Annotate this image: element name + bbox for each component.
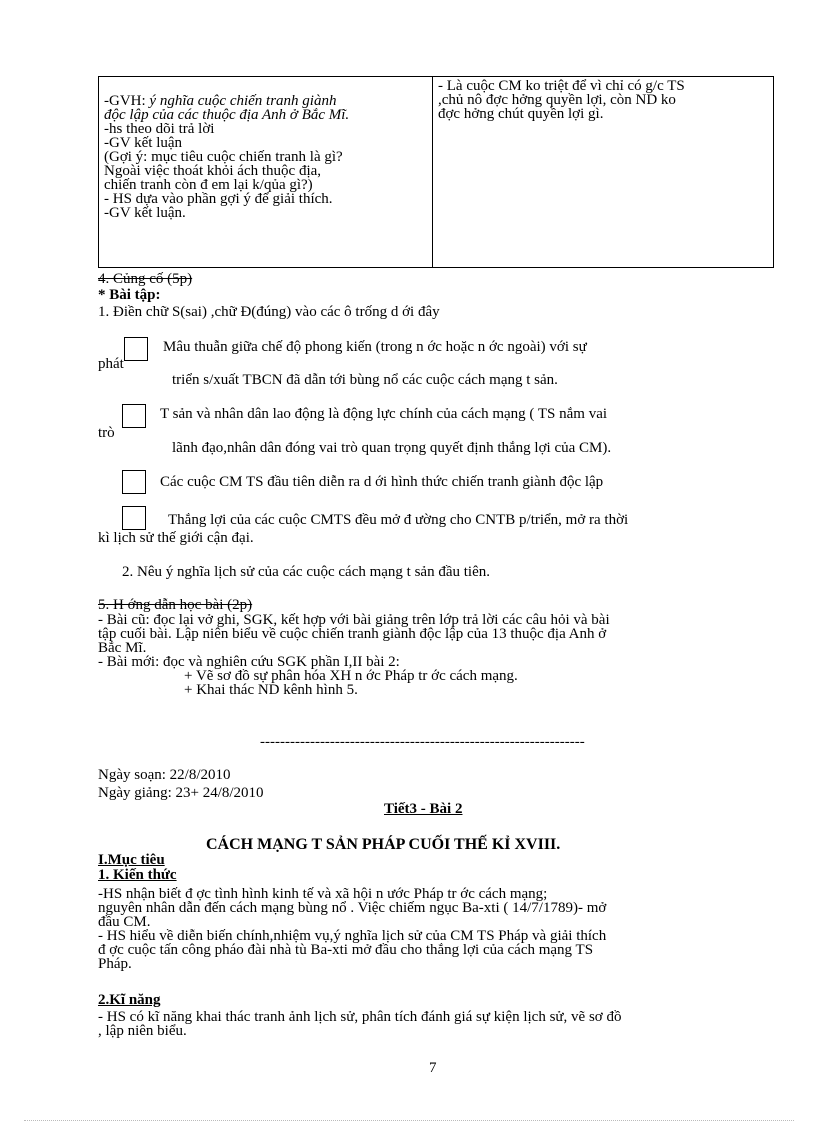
statement-3-line1: Các cuộc CM TS đầu tiên diễn ra d ới hình thức chiến tranh giành độc lập: [160, 474, 604, 490]
answer-checkbox-1[interactable]: [124, 337, 148, 361]
activity-text: -GVH:: [104, 93, 150, 109]
lesson-table: [98, 76, 774, 268]
activity-text: -hs theo dõi trả lời: [104, 121, 215, 137]
statement-1-line2: triển s/xuất TBCN đã dẫn tới bùng nổ các cuộc cách mạng t sản.: [172, 372, 558, 388]
activity-line: [104, 122, 427, 136]
skills-block: - HS có kĩ năng khai thác tranh ảnh lịch sử, phân tích đánh giá sự kiện lịch sử, vẽ sơ đồ , lập niên biểu.: [98, 1009, 622, 1039]
statement-4-line1: Thắng lợi của các cuộc CMTS đều mở đ ường cho CNTB p/triển, mở ra thời: [168, 512, 629, 528]
activity-text: - HS dựa vào phần gợi ý để giải thích.: [104, 191, 333, 207]
content-line: đợc hởng chút quyền lợi gì.: [438, 106, 604, 122]
page-bottom-divider: [24, 1120, 794, 1121]
activity-text: -GV kết luận.: [104, 205, 186, 221]
section4-heading: 4. Củng cố (5p): [98, 271, 193, 287]
statement-1-prefix: phát: [98, 356, 124, 372]
activity-line: [104, 150, 427, 164]
homework-block: - Bài cũ: đọc lại vở ghi, SGK, kết hợp với bài giảng trên lớp trả lời các câu hỏi và bài tập cuối bài. Lập niên biểu về cuộc chiến tranh giành độc lập của 13 thuộc địa Anh ở Bắc Mĩ. - Bài mới: đọc và nghiên cứu SGK phần I,II bài 2: + Vẽ sơ đồ sự phân hóa XH n ớc Pháp tr ớc cách mạng. + Khai thác ND kênh hình 5.: [98, 612, 610, 698]
activity-line: [104, 192, 427, 206]
lesson-title: CÁCH MẠNG T SẢN PHÁP CUỐI THẾ KỈ XVIII.: [206, 836, 561, 853]
activity-text: Ngoài việc thoát khỏi ách thuộc địa,: [104, 163, 322, 179]
page-number: 7: [429, 1060, 437, 1076]
activity-line: [104, 206, 427, 220]
separator-line: -----------------------------------------------------------------: [260, 734, 585, 750]
activity-text: (Gợi ý: mục tiêu cuộc chiến tranh là gì?: [104, 149, 343, 165]
prep-date: Ngày soạn: 22/8/2010: [98, 767, 231, 783]
content-line: ,chủ nô đợc hởng quyền lợi, còn ND ko: [438, 92, 676, 108]
answer-checkbox-3[interactable]: [122, 470, 146, 494]
skills-heading: 2.Kĩ năng: [98, 992, 161, 1008]
exercise-question-1: 1. Điền chữ S(sai) ,chữ Đ(đúng) vào các ô trống d ới đây: [98, 304, 440, 320]
activity-line: [104, 136, 427, 150]
lesson-number: Tiết3 - Bài 2: [384, 801, 463, 817]
statement-2-prefix: trò: [98, 425, 115, 441]
activity-cell: [99, 77, 433, 268]
exercise-label: * Bài tập:: [98, 287, 161, 303]
exercise-question-2: 2. Nêu ý nghĩa lịch sử của các cuộc cách mạng t sản đầu tiên.: [122, 564, 490, 580]
answer-checkbox-4[interactable]: [122, 506, 146, 530]
teach-date: Ngày giảng: 23+ 24/8/2010: [98, 785, 264, 801]
knowledge-block: -HS nhận biết đ ợc tình hình kinh tế và xã hội n ước Pháp tr ớc cách mạng; nguyên nhân dẫn đến cách mạng bùng nổ . Việc chiếm ngục Ba-xti ( 14/7/1789)- mở đầu CM. - HS hiểu về diễn biến chính,nhiệm vụ,ý nghĩa lịch sử của CM TS Pháp và giải thích đ ợc cuộc tấn công pháo đài nhà tù Ba-xti mở đầu cho thắng lợi của cách mạng TS Pháp.: [98, 886, 607, 972]
activity-line: [104, 178, 427, 192]
activity-line: [104, 94, 427, 108]
activity-text: -GV kết luận: [104, 135, 183, 151]
activity-text: chiến tranh còn đ em lại k/qủa gì?): [104, 177, 313, 193]
content-cell: [433, 77, 774, 268]
section5-heading: 5. H ớng dẫn học bài (2p): [98, 597, 253, 613]
statement-2-line1: T sản và nhân dân lao động là động lực chính của cách mạng ( TS nắm vai: [160, 406, 608, 422]
activity-line: [104, 164, 427, 178]
activity-text: ý nghĩa cuộc chiến tranh giành: [149, 93, 337, 109]
activity-line: [104, 108, 427, 122]
activity-text: độc lập của các thuộc địa Anh ở Bắc Mĩ.: [104, 107, 350, 123]
statement-4-prefix: kì lịch sử thế giới cận đại.: [98, 530, 254, 546]
statement-1-line1: Mâu thuẫn giữa chế độ phong kiến (trong n ớc hoặc n ớc ngoài) với sự: [163, 339, 587, 355]
answer-checkbox-2[interactable]: [122, 404, 146, 428]
objectives-heading: I.Mục tiêu: [98, 852, 165, 868]
statement-2-line2: lãnh đạo,nhân dân đóng vai trò quan trọng quyết định thắng lợi của CM).: [172, 440, 612, 456]
knowledge-heading: 1. Kiến thức: [98, 867, 177, 883]
content-line: - Là cuộc CM ko triệt để vì chỉ có g/c TS: [438, 78, 685, 94]
